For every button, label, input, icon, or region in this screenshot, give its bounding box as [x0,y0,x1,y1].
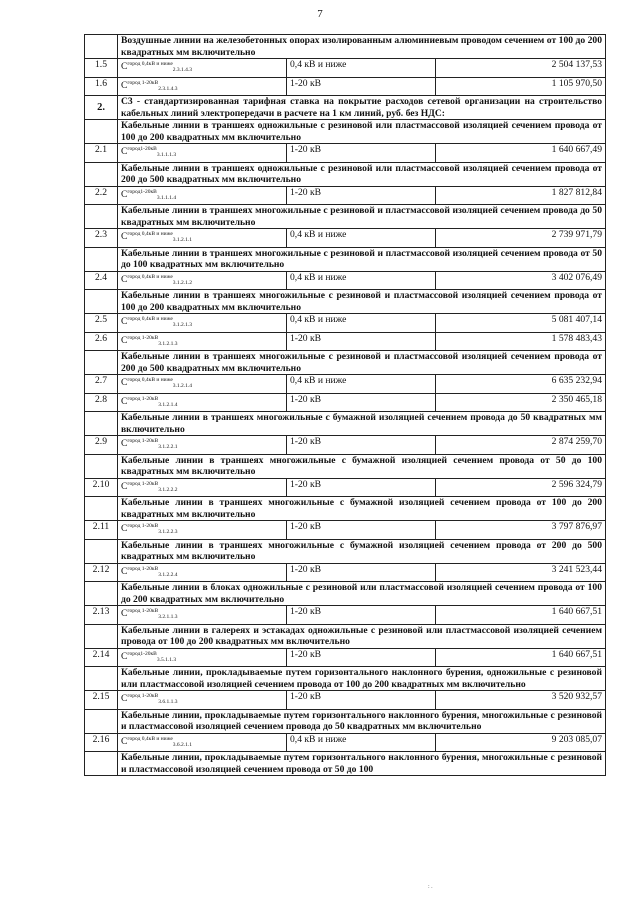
rate-value: 2 350 465,18 [436,393,606,412]
rate-symbol-subscript: 3.2.1.1.3 [158,614,178,620]
tariff-rate-row [85,478,606,497]
row-number: 2.3 [85,229,118,248]
rate-value: 3 520 932,57 [436,691,606,710]
description-row [85,351,606,375]
line-description: Кабельные линии в траншеях многожильные с резиновой и пластмассовой изоляцией сечением провода от 50 до 100 квадратных мм включительно [118,247,606,271]
rate-symbol-cell [118,332,287,351]
row-number [85,290,118,314]
row-number [85,205,118,229]
row-number [85,624,118,648]
tariff-rate-row [85,436,606,455]
rate-value: 1 578 483,43 [436,332,606,351]
description-row [85,120,606,144]
rate-value: 1 827 812,84 [436,186,606,205]
rate-symbol-cell [118,648,287,667]
rate-symbol-subscript: 2.3.1.4.3 [158,85,178,92]
rate-symbol-superscript: город 1-20кВ [127,79,159,86]
row-number: 2.16 [85,733,118,752]
voltage-level: 1-20 кВ [287,332,436,351]
rate-symbol-superscript: город1-20кВ [127,650,157,657]
row-number [85,162,118,186]
rate-symbol-superscript: город1-20кВ [127,146,157,152]
rate-value: 3 402 076,49 [436,271,606,290]
description-row [85,624,606,648]
rate-value: 2 596 324,79 [436,478,606,497]
description-row [85,454,606,478]
rate-symbol: C [121,523,128,534]
rate-symbol-cell [118,733,287,752]
voltage-level: 1-20 кВ [287,563,436,582]
rate-symbol: C [121,146,128,157]
tariff-rate-row [85,314,606,333]
row-number [85,752,118,776]
rate-symbol: C [121,735,128,747]
voltage-level: 1-20 кВ [287,77,436,96]
row-number: 2.12 [85,563,118,582]
rate-value: 1 640 667,49 [436,144,606,163]
rate-symbol: C [121,650,128,662]
rate-symbol-superscript: город 1-20кВ [127,480,159,487]
line-description: Кабельные линии в траншеях многожильные с резиновой и пластмассовой изоляцией сечением провода до 50 квадратных мм включительно [118,205,606,229]
page-number: 7 [317,8,323,20]
rate-symbol-subscript: 3.1.2.2.1 [158,444,178,450]
rate-symbol-superscript: город 0,4кВ и ниже [127,273,173,280]
row-number: 2.14 [85,648,118,667]
row-number: 2.2 [85,186,118,205]
rate-symbol: C [121,377,128,388]
rate-symbol: C [121,608,128,619]
rate-symbol-cell [118,59,287,78]
rate-value: 2 504 137,53 [436,59,606,78]
rate-symbol: C [121,565,128,577]
rate-symbol-cell [118,314,287,333]
rate-symbol-superscript: город 1-20кВ [127,395,159,402]
rate-value: 1 640 667,51 [436,606,606,625]
line-description: Кабельные линии в траншеях многожильные с бумажной изоляцией сечением провода от 50 до 100 квадратных мм включительно [118,454,606,478]
description-row [85,582,606,606]
tariff-rate-row [85,691,606,710]
rate-value: 2 874 259,70 [436,436,606,455]
rate-symbol: C [121,395,128,407]
voltage-level: 1-20 кВ [287,478,436,497]
voltage-level: 0,4 кВ и ниже [287,733,436,752]
tariff-rate-row [85,186,606,205]
rate-symbol-subscript: 3.1.2.1.4 [172,383,193,389]
row-number [85,454,118,478]
rate-symbol-cell [118,436,287,455]
description-row [85,667,606,691]
tariff-rate-row [85,144,606,163]
rate-value: 6 635 232,94 [436,375,606,394]
rate-symbol-superscript: город 0,4кВ и ниже [127,61,173,67]
row-number [85,247,118,271]
rate-value: 1 105 970,50 [436,77,606,96]
rate-symbol-superscript: город 1-20кВ [127,523,159,529]
line-description: Кабельные линии в траншеях многожильные с резиновой и пластмассовой изоляцией сечением провода от 100 до 200 квадратных мм включительно [118,290,606,314]
voltage-level: 1-20 кВ [287,436,436,455]
row-number: 2.11 [85,521,118,540]
rate-symbol-superscript: город 1-20кВ [127,334,159,341]
rate-symbol-subscript: 3.1.2.1.3 [158,340,178,347]
description-row [85,162,606,186]
rate-symbol-cell [118,144,287,163]
rate-symbol-cell [118,478,287,497]
rate-symbol-superscript: город 1-20кВ [127,608,159,614]
row-number [85,412,118,436]
voltage-level: 0,4 кВ и ниже [287,271,436,290]
line-description: Кабельные линии, прокладываемые путем горизонтального наклонного бурения, одножильные с резиновой или пластмассовой изоляцией сечением провода от 100 до 200 квадратных мм включительно [118,667,606,691]
rate-symbol-cell [118,375,287,394]
description-row [85,497,606,521]
line-description: Кабельные линии в блоках одножильные с резиновой или пластмассовой изоляцией сечением провода от 100 до 200 квадратных мм включительно [118,582,606,606]
rate-symbol-cell [118,521,287,540]
voltage-level: 1-20 кВ [287,606,436,625]
rate-symbol: C [121,480,128,492]
rate-symbol-subscript: 3.1.1.1.3 [156,152,177,158]
line-description: Кабельные линии, прокладываемые путем горизонтального наклонного бурения, многожильные с резиновой и пластмассовой изоляцией сечением провода от 50 до 100 [118,752,606,776]
rate-symbol-superscript: город 0,4кВ и ниже [127,316,173,322]
rate-symbol-cell [118,606,287,625]
rate-symbol-subscript: 3.1.2.1.1 [172,237,193,243]
row-number: 2.13 [85,606,118,625]
rate-symbol-cell [118,229,287,248]
rate-symbol-cell [118,271,287,290]
line-description: Кабельные линии в галереях и эстакадах одножильные с резиновой или пластмассовой изоляцией сечением провода от 100 до 200 квадратных мм включительно [118,624,606,648]
tariff-table [84,34,606,776]
rate-value: 2 739 971,79 [436,229,606,248]
row-number: 2.5 [85,314,118,333]
row-number: 2.8 [85,393,118,412]
description-row [85,539,606,563]
row-number: 2.10 [85,478,118,497]
row-number: 2.7 [85,375,118,394]
rate-symbol: C [121,693,128,704]
rate-symbol-subscript: 3.1.2.1.2 [172,279,193,286]
rate-value: 3 797 876,97 [436,521,606,540]
footer-mark: : . [428,884,433,890]
tariff-rate-row [85,393,606,412]
rate-symbol-superscript: город 0,4кВ и ниже [127,735,173,742]
rate-symbol-cell [118,393,287,412]
tariff-rate-row [85,271,606,290]
tariff-rate-row [85,733,606,752]
row-number: 1.5 [85,59,118,78]
description-row [85,709,606,733]
rate-symbol-superscript: город 1-20кВ [127,565,159,572]
section-title: C3 - стандартизированная тарифная ставка на покрытие расходов сетевой организации на строительство кабельных линий электропередачи в расчете на 1 км линий, руб. без НДС: [118,96,606,120]
tariff-rate-row [85,77,606,96]
row-number: 1.6 [85,77,118,96]
tariff-rate-row [85,521,606,540]
rate-symbol-subscript: 3.1.2.2.2 [158,486,178,493]
description-row [85,290,606,314]
rate-value: 3 241 523,44 [436,563,606,582]
tariff-rate-row [85,375,606,394]
line-description: Кабельные линии в траншеях многожильные с бумажной изоляцией сечением провода от 100 до 200 квадратных мм включительно [118,497,606,521]
tariff-rate-row [85,606,606,625]
rate-symbol-subscript: 3.5.1.1.3 [156,656,177,663]
description-row [85,205,606,229]
row-number [85,497,118,521]
rate-symbol: C [121,316,128,327]
rate-symbol: C [121,61,128,72]
voltage-level: 1-20 кВ [287,393,436,412]
voltage-level: 0,4 кВ и ниже [287,314,436,333]
rate-symbol-subscript: 2.3.1.4.3 [172,67,193,73]
row-number: 2.15 [85,691,118,710]
rate-symbol-subscript: 3.1.2.1.3 [172,322,193,328]
rate-symbol-subscript: 3.1.1.1.4 [156,194,177,201]
section-header-row [85,96,606,120]
rate-symbol-subscript: 3.1.2.1.4 [158,401,178,408]
description-row [85,247,606,271]
rate-symbol-cell [118,77,287,96]
row-number [85,539,118,563]
description-row [85,35,606,59]
voltage-level: 0,4 кВ и ниже [287,229,436,248]
tariff-rate-row [85,332,606,351]
voltage-level: 0,4 кВ и ниже [287,375,436,394]
rate-symbol-subscript: 3.6.2.1.1 [172,741,193,748]
line-description: Воздушные линии на железобетонных опорах изолированным алюминиевым проводом сечением от 100 до 200 квадратных мм включительно [118,35,606,59]
rate-value: 5 081 407,14 [436,314,606,333]
line-description: Кабельные линии в траншеях многожильные с резиновой и пластмассовой изоляцией сечением провода от 200 до 500 квадратных мм включительно [118,351,606,375]
row-number [85,709,118,733]
tariff-rate-row [85,229,606,248]
rate-symbol-subscript: 3.1.2.2.4 [158,571,178,578]
voltage-level: 1-20 кВ [287,521,436,540]
rate-symbol-superscript: город 0,4кВ и ниже [127,231,173,237]
row-number: 2.9 [85,436,118,455]
rate-symbol-superscript: город 1-20кВ [127,438,159,444]
rate-symbol: C [121,438,128,449]
row-number: 2.6 [85,332,118,351]
row-number [85,35,118,59]
description-row [85,412,606,436]
rate-symbol-cell [118,563,287,582]
row-number: 2.4 [85,271,118,290]
row-number [85,120,118,144]
tariff-rate-row [85,648,606,667]
rate-symbol-superscript: город 0,4кВ и ниже [127,377,173,383]
line-description: Кабельные линии в траншеях многожильные с бумажной изоляцией сечением провода до 50 квадратных мм включительно [118,412,606,436]
voltage-level: 1-20 кВ [287,186,436,205]
line-description: Кабельные линии в траншеях одножильные с резиновой или пластмассовой изоляцией сечением провода от 100 до 200 квадратных мм включительно [118,120,606,144]
tariff-table-body [85,35,606,776]
rate-symbol-superscript: город1-20кВ [127,188,157,195]
rate-symbol: C [121,79,128,91]
section-number: 2. [85,96,118,120]
description-row [85,752,606,776]
rate-symbol: C [121,334,128,346]
rate-symbol: C [121,188,128,200]
line-description: Кабельные линии в траншеях одножильные с резиновой или пластмассовой изоляцией сечением провода от 200 до 500 квадратных мм включительно [118,162,606,186]
tariff-rate-row [85,563,606,582]
voltage-level: 1-20 кВ [287,144,436,163]
rate-symbol-subscript: 3.6.1.1.3 [158,699,178,705]
voltage-level: 1-20 кВ [287,691,436,710]
rate-symbol-superscript: город 1-20кВ [127,693,159,699]
rate-symbol-subscript: 3.1.2.2.3 [158,529,178,535]
voltage-level: 0,4 кВ и ниже [287,59,436,78]
rate-symbol: C [121,273,128,285]
tariff-rate-row [85,59,606,78]
row-number [85,667,118,691]
rate-symbol-cell [118,186,287,205]
line-description: Кабельные линии в траншеях многожильные с бумажной изоляцией сечением провода от 200 до 500 квадратных мм включительно [118,539,606,563]
rate-value: 9 203 085,07 [436,733,606,752]
line-description: Кабельные линии, прокладываемые путем горизонтального наклонного бурения, многожильные с резиновой и пластмассовой изоляцией сечением провода до 50 квадратных мм включительно [118,709,606,733]
row-number [85,582,118,606]
row-number: 2.1 [85,144,118,163]
rate-symbol: C [121,231,128,242]
rate-value: 1 640 667,51 [436,648,606,667]
row-number [85,351,118,375]
voltage-level: 1-20 кВ [287,648,436,667]
rate-symbol-cell [118,691,287,710]
